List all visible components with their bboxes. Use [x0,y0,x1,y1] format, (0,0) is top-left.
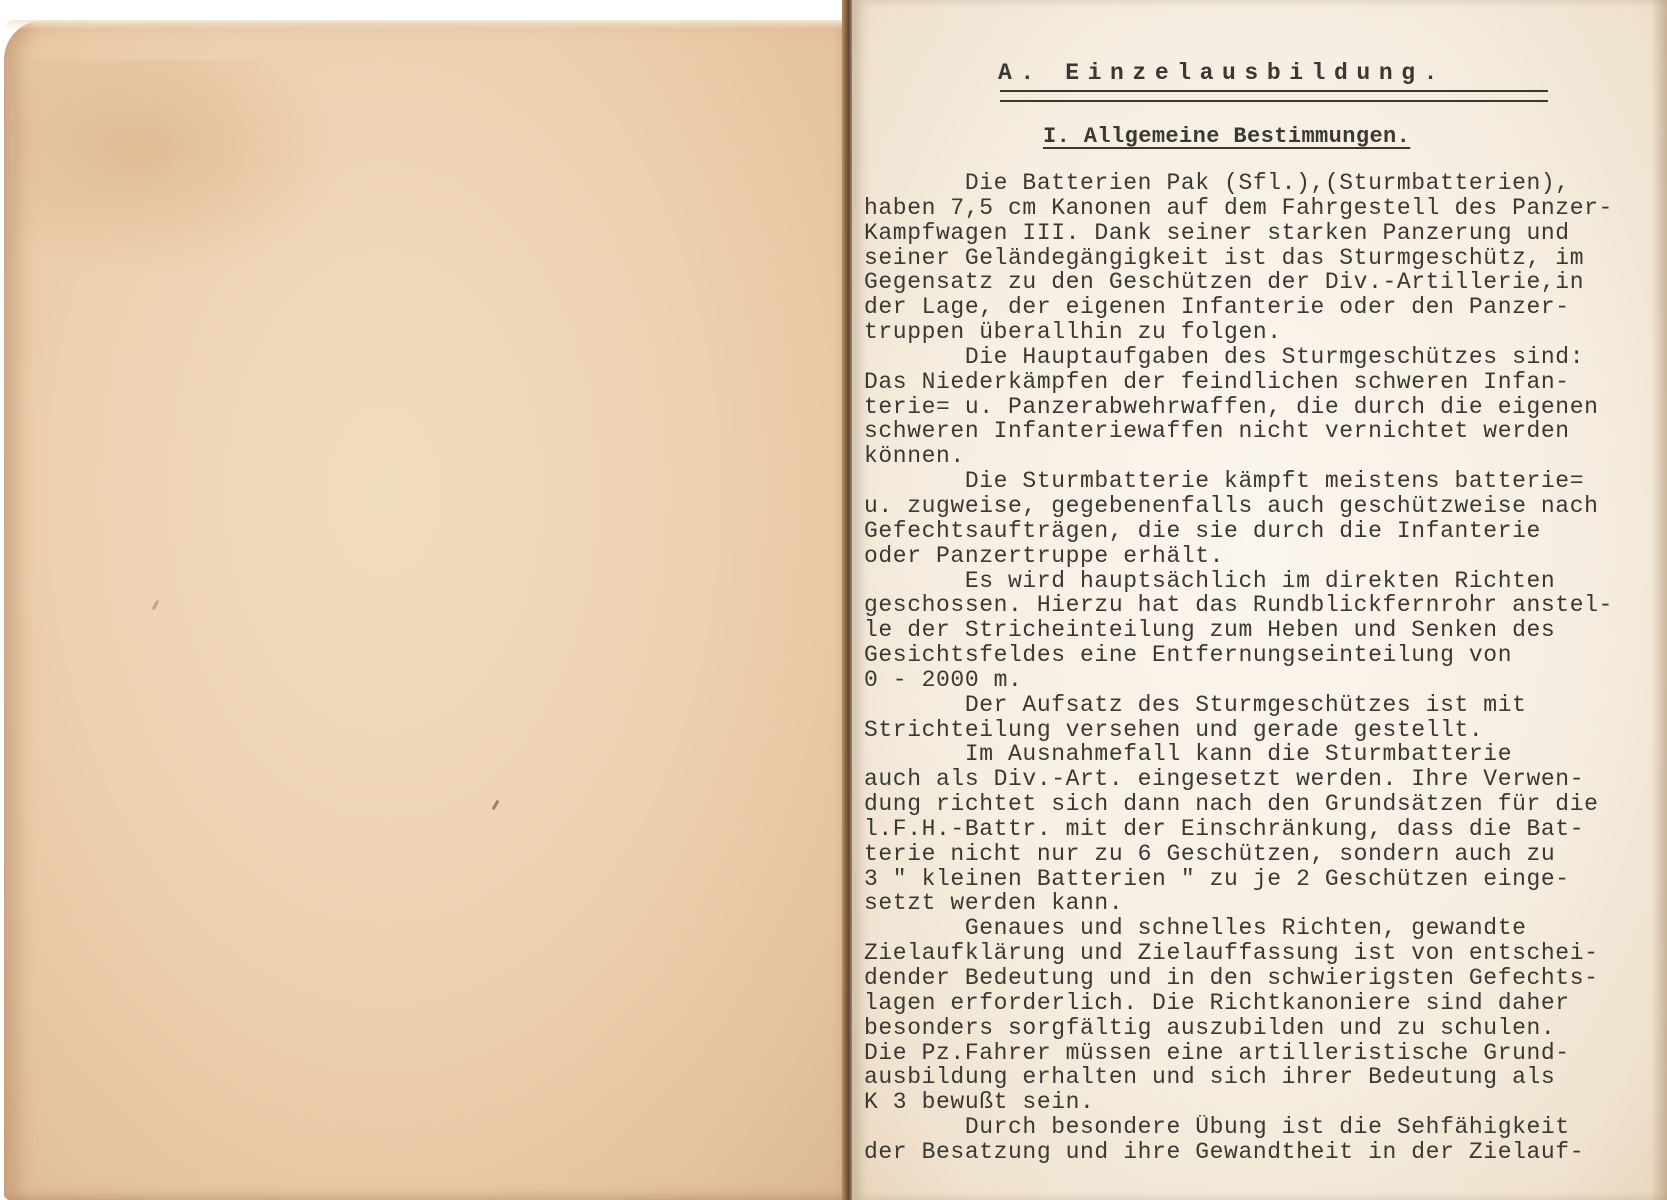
text-line: Die Sturmbatterie kämpft meistens batterie= [864,469,1585,494]
text-line: 3 " kleinen Batterien " zu je 2 Geschützen einge- [864,866,1570,892]
text-line: Im Ausnahmefall kann die Sturmbatterie [864,742,1513,768]
text-line: dung richtet sich dann nach den Grundsätzen für die [864,792,1599,817]
text-line: 0 - 2000 m. [864,667,1023,693]
section-heading: A. Einzelausbildung. [998,60,1447,86]
text-line: truppen überallhin zu folgen. [864,320,1282,345]
text-line: Strichteilung versehen und gerade gestellt. [864,717,1484,743]
text-line: u. zugweise, gegebenenfalls auch geschützweise nach [864,493,1599,519]
left-page-stain [14,60,344,280]
text-line: lagen erforderlich. Die Richtkanoniere sind daher [864,990,1570,1016]
text-line: Gefechtsaufträgen, die sie durch die Infanterie [864,518,1541,544]
ink-speck [152,600,160,610]
text-line: besonders sorgfältig auszubilden und zu schulen. [864,1015,1556,1041]
text-line: Gesichtsfeldes eine Entfernungseinteilung von [864,643,1513,668]
text-line: Das Niederkämpfen der feindlichen schweren Infan- [864,369,1570,395]
text-line: ausbildung erhalten und sich ihrer Bedeutung als [864,1065,1556,1091]
text-line: haben 7,5 cm Kanonen auf dem Fahrgestell des Panzer- [864,195,1613,221]
text-line: geschossen. Hierzu hat das Rundblickfernrohr anstel- [864,593,1613,619]
text-line: Kampfwagen III. Dank seiner starken Panzerung und [864,220,1570,246]
left-page-blank [4,20,849,1200]
text-line: Es wird hauptsächlich im direkten Richten [864,568,1556,594]
text-line: terie= u. Panzerabwehrwaffen, die durch die eigenen [864,394,1599,420]
text-line: Die Batterien Pak (Sfl.),(Sturmbatterien), [864,171,1570,196]
text-line: können. [864,444,965,470]
text-line: Genaues und schnelles Richten, gewandte [864,916,1527,942]
text-line: der Lage, der eigenen Infanterie oder den Panzer- [864,295,1570,321]
text-line: Durch besondere Übung ist die Sehfähigkeit [864,1115,1570,1140]
text-line: Der Aufsatz des Sturmgeschützes ist mit [864,692,1527,718]
text-line: setzt werden kann. [864,891,1124,917]
heading-double-underline [1000,90,1548,102]
text-line: terie nicht nur zu 6 Geschützen, sondern auch zu [864,841,1556,867]
text-line: l.F.H.-Battr. mit der Einschränkung, dass die Bat- [864,816,1585,842]
text-line: Gegensatz zu den Geschützen der Div.-Artillerie,in [864,270,1585,296]
text-line: oder Panzertruppe erhält. [864,543,1225,569]
text-line: der Besatzung und ihre Gewandtheit in der Zielauf- [864,1139,1585,1165]
text-line: le der Stricheinteilung zum Heben und Senken des [864,618,1556,644]
text-line: Die Pz.Fahrer müssen eine artilleristische Grund- [864,1040,1570,1066]
text-line: K 3 bewußt sein. [864,1090,1095,1116]
typed-body-text [864,171,1654,1165]
ink-speck [492,800,500,810]
text-line: Die Hauptaufgaben des Sturmgeschützes sind: [864,344,1585,370]
text-line: auch als Div.-Art. eingesetzt werden. Ihre Verwen- [864,767,1585,793]
subsection-heading: I. Allgemeine Bestimmungen. [1043,124,1411,149]
text-line: schweren Infanteriewaffen nicht vernichtet werden [864,419,1570,445]
left-page-edge [4,20,849,30]
text-line: Zielaufklärung und Zielauffassung ist von entschei- [864,941,1599,966]
text-line: dender Bedeutung und in den schwierigsten Gefechts- [864,966,1599,991]
text-line: seiner Geländegängigkeit ist das Sturmgeschütz, im [864,245,1585,271]
